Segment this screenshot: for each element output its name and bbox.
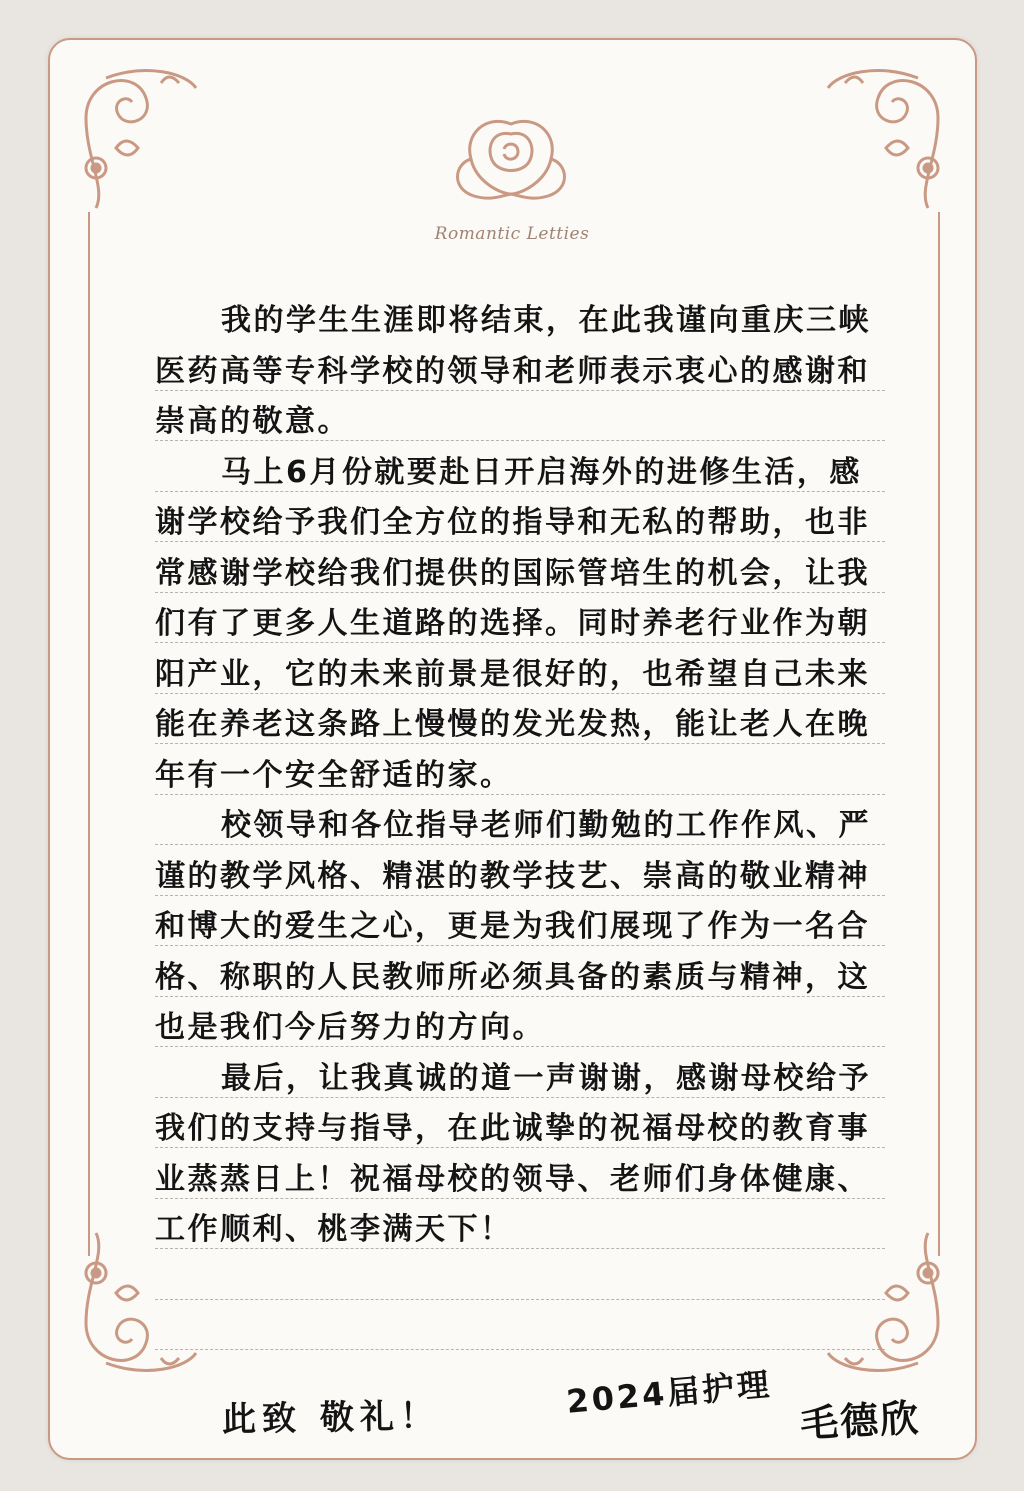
stationery-brand-text: Romantic Letties [434,224,590,244]
ornament-corner-top-right [818,58,958,218]
ornament-corner-top-left [66,58,206,218]
signature: 毛德欣 [799,1395,922,1447]
rule-line [155,1300,885,1351]
letter-paragraph: 我的学生生涯即将结束，在此我谨向重庆三峡医药高等专科学校的领导和老师表示衷心的感谢和崇高的敬意。 [155,303,871,439]
letter-cohort: 2024届护理 [564,1365,774,1421]
rule-line [155,1249,885,1300]
letter-paragraph: 校领导和各位指导老师们勤勉的工作作风、严谨的教学风格、精湛的教学技艺、崇高的敬业精神和博大的爱生之心，更是为我们展现了作为一名合格、称职的人民教师所必须具备的素质与精神，这也是我们今后努力的方向。 [155,808,871,1045]
letter-body [155,296,890,1256]
letter-paragraph: 最后，让我真诚的道一声谢谢，感谢母校给予我们的支持与指导，在此诚挚的祝福母校的教育事业蒸蒸日上！祝福母校的领导、老师们身体健康、工作顺利、桃李满天下！ [155,1060,871,1247]
letter-closing: 此致 敬礼！ [221,1396,441,1440]
letter-paragraph: 马上6月份就要赴日开启海外的进修生活，感谢学校给予我们全方位的指导和无私的帮助，也非常感谢学校给我们提供的国际管培生的机会，让我们有了更多人生道路的选择。同时养老行业作为朝阳产业，它的未来前景是很好的，也希望自己未来能在养老这条路上慢慢的发光发热，能让老人在晚年有一个安全舒适的家。 [155,454,870,793]
rose-icon [446,104,576,214]
